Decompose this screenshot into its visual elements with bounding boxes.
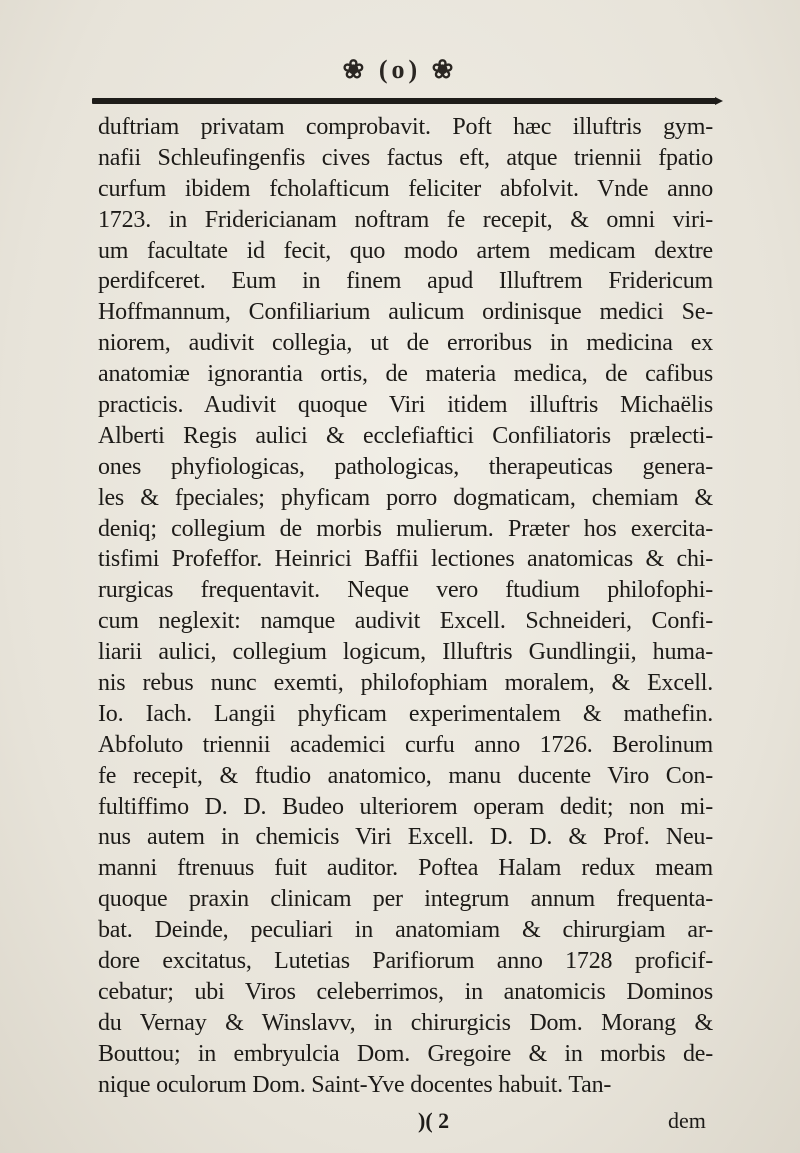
text-line: Bouttou; in embryulcia Dom. Gregoire & in morbis de- xyxy=(98,1040,713,1067)
text-line: perdifceret. Eum in finem apud Illuftrem Fridericum xyxy=(98,268,713,295)
text-line: manni ftrenuus fuit auditor. Poftea Halam redux meam xyxy=(98,855,713,882)
text-line: Abfoluto triennii academici curfu anno 1726. Berolinum xyxy=(98,731,713,758)
signature-mark: )( 2 xyxy=(418,1108,450,1133)
text-line: fultiffimo D. D. Budeo ulteriorem operam dedit; non mi- xyxy=(98,793,713,820)
page-footer xyxy=(0,1108,800,1138)
text-line: bat. Deinde, peculiari in anatomiam & chirurgiam ar- xyxy=(98,917,713,944)
text-line: cebatur; ubi Viros celeberrimos, in anatomicis Dominos xyxy=(98,978,713,1005)
text-line: tisfimi Profeffor. Heinrici Baffii lectiones anatomicas & chi- xyxy=(98,546,713,573)
text-line: les & fpeciales; phyficam porro dogmaticam, chemiam & xyxy=(98,484,713,511)
text-line: practicis. Audivit quoque Viri itidem illuftris Michaëlis xyxy=(98,392,713,419)
text-line: Io. Iach. Langii phyficam experimentalem & mathefin. xyxy=(98,700,713,727)
text-line: nafii Schleufingenfis cives factus eft, atque triennii fpatio xyxy=(98,144,713,171)
text-line: fe recepit, & ftudio anatomico, manu ducente Viro Con- xyxy=(98,762,713,789)
text-line: niorem, audivit collegia, ut de erroribus in medicina ex xyxy=(98,330,713,357)
text-line: curfum ibidem fcholafticum feliciter abfolvit. Vnde anno xyxy=(98,175,713,202)
text-line: Hoffmannum, Confiliarium aulicum ordinisque medici Se- xyxy=(98,299,713,326)
text-line: nis rebus nunc exemti, philofophiam moralem, & Excell. xyxy=(98,670,713,697)
header-ornament: ❀ (o) ❀ xyxy=(342,55,458,84)
text-line: Alberti Regis aulici & ecclefiaftici Confiliatoris prælecti- xyxy=(98,422,713,449)
text-line: nus autem in chemicis Viri Excell. D. D. & Prof. Neu- xyxy=(98,824,713,851)
text-line: nique oculorum Dom. Saint-Yve docentes habuit. Tan- xyxy=(98,1071,612,1098)
text-line: liarii aulici, collegium logicum, Illuftris Gundlingii, huma- xyxy=(98,639,713,666)
text-line: deniq; collegium de morbis mulierum. Præter hos exercita- xyxy=(98,515,713,542)
text-line: dore excitatus, Lutetias Parifiorum anno 1728 proficif- xyxy=(98,948,713,975)
text-line: du Vernay & Winslavv, in chirurgicis Dom. Morang & xyxy=(98,1009,713,1036)
text-line: 1723. in Fridericianam noftram fe recepit, & omni viri- xyxy=(98,206,713,233)
catchword: dem xyxy=(668,1108,706,1133)
text-line: duftriam privatam comprobavit. Poft hæc illuftris gym- xyxy=(98,114,713,140)
text-line: ones phyfiologicas, pathologicas, therapeuticas genera- xyxy=(98,453,713,480)
text-line: rurgicas frequentavit. Neque vero ftudium philofophi- xyxy=(98,577,713,604)
text-line: cum neglexit: namque audivit Excell. Schneideri, Confi- xyxy=(98,608,713,635)
body-text xyxy=(98,112,713,1101)
header-rule xyxy=(92,98,717,104)
text-line: anatomiæ ignorantia ortis, de materia medica, de cafibus xyxy=(98,361,713,388)
text-line: um facultate id fecit, quo modo artem medicam dextre xyxy=(98,237,713,264)
text-line: quoque praxin clinicam per integrum annum frequenta- xyxy=(98,886,713,913)
